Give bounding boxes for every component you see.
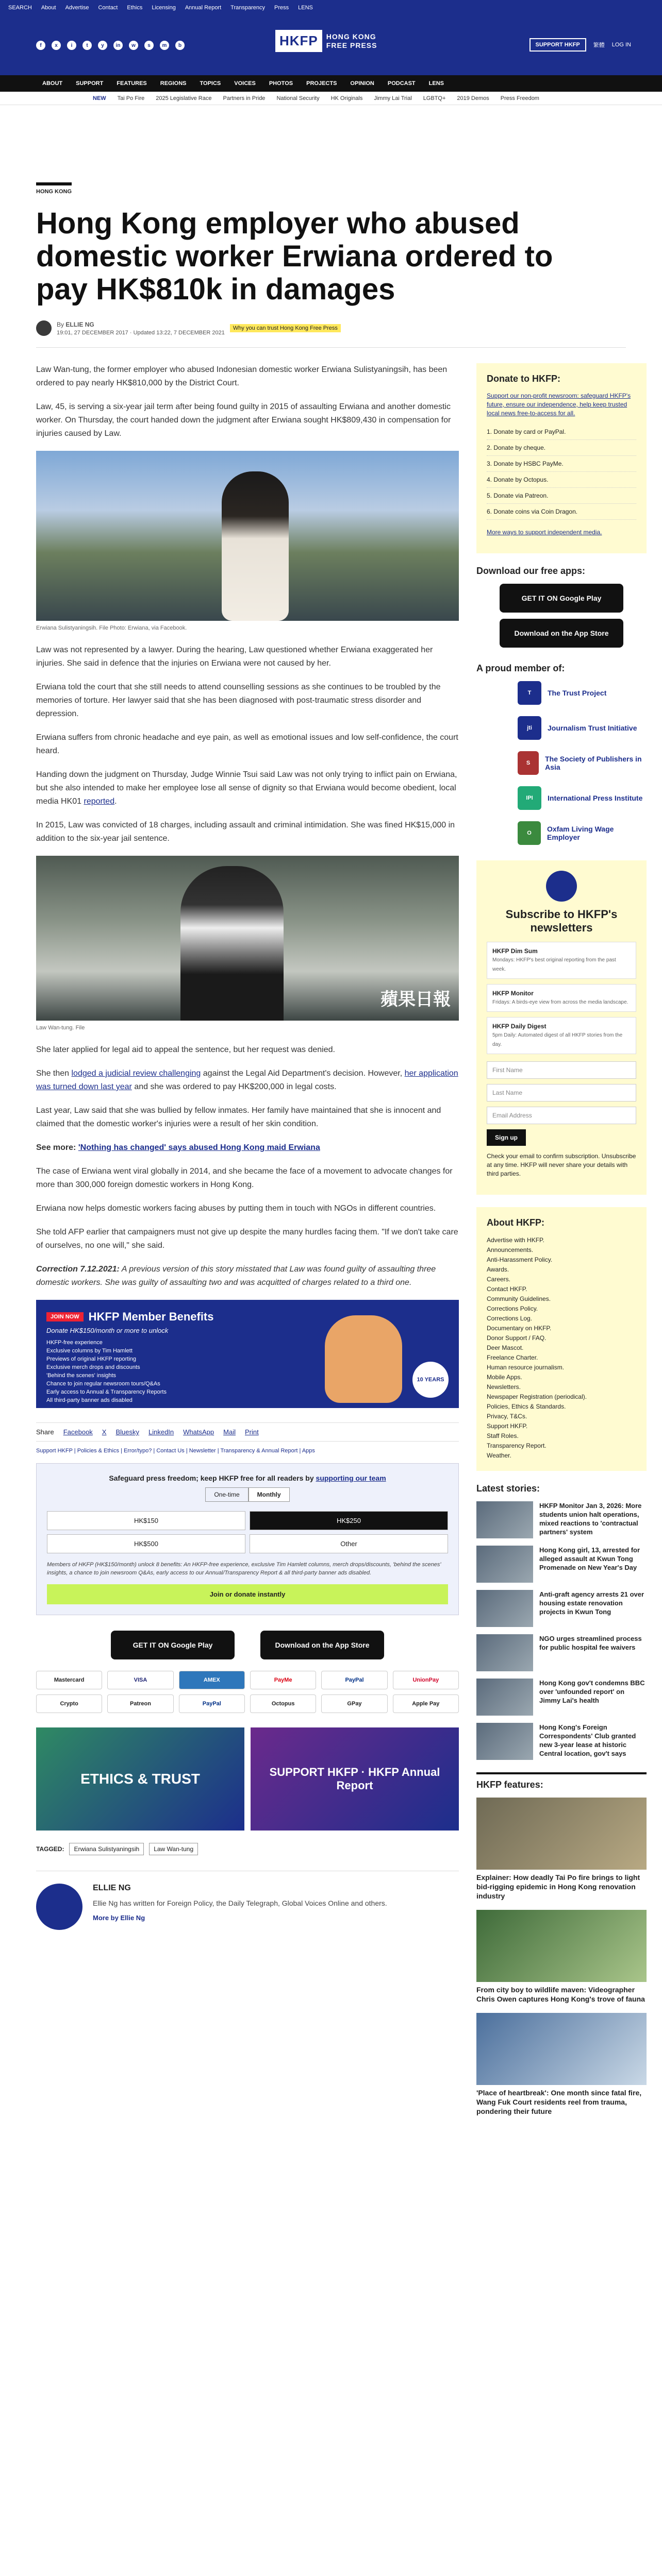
article-body [36, 363, 459, 2125]
paragraph: Erwiana suffers from chronic headache and eye pain, as well as emotional issues and low self-confidence, the court heard. [36, 733, 458, 755]
share-print[interactable]: Print [244, 1428, 259, 1436]
ticker-item[interactable]: Tai Po Fire [117, 95, 145, 101]
donate-sidebar-text[interactable]: Support our non-profit newsroom: safeguard HKFP's future, ensure our independence, help keep trusted local news free-to-access for all. [487, 392, 631, 417]
logo-mark: HKFP [275, 30, 322, 52]
feature-story[interactable]: Explainer: How deadly Tai Po fire brings to light bid-rigging epidemic in Hong Kong renovation industry [476, 1798, 647, 1901]
paragraph: Law Wan-tung, the former employer who abused Indonesian domestic worker Erwiana Sulistyaningsih, has been ordered to pay nearly HK$810,000 by the District Court. [36, 365, 448, 387]
octopus-icon[interactable]: Octopus [250, 1694, 316, 1713]
sopa-icon: S [518, 751, 539, 775]
topbar-contact[interactable]: Contact [98, 5, 118, 11]
nav-features[interactable]: FEATURES [117, 80, 147, 87]
share-facebook[interactable]: Facebook [63, 1428, 93, 1436]
header-actions [529, 38, 631, 52]
newsletter-title: Subscribe to HKFP's newsletters [505, 908, 618, 934]
app-store-badge[interactable]: Download on the App Store [260, 1631, 384, 1659]
story-thumbnail [476, 1723, 533, 1760]
author-name[interactable]: ELLIE NG [93, 1884, 131, 1892]
about-link[interactable]: Contact HKFP. [487, 1285, 527, 1293]
about-link[interactable]: Privacy, T&Cs. [487, 1413, 527, 1420]
topbar-lens[interactable]: LENS [298, 5, 313, 11]
app-badges [36, 1631, 459, 1659]
ticker-item[interactable]: 2025 Legislative Race [156, 95, 212, 101]
see-more: See more: 'Nothing has changed' says abused Hong Kong maid Erwiana [36, 1143, 320, 1152]
newsletter-option[interactable]: HKFP Monitor Fridays: A birds-eye view from across the media landscape. [487, 984, 636, 1012]
share-mail[interactable]: Mail [223, 1428, 236, 1436]
frequency-toggle [47, 1487, 448, 1502]
ticker-new-label: NEW [93, 95, 106, 101]
support-hkfp-button[interactable]: SUPPORT HKFP [529, 38, 586, 52]
about-link[interactable]: Weather. [487, 1452, 511, 1459]
paragraph: Last year, Law said that she was bullied by fellow inmates. Her family have maintained that she is innocent and claimed that the domestic worker's injuries were a result of her skin condition. [36, 1106, 441, 1128]
email-input[interactable]: Email Address [487, 1107, 636, 1124]
story-thumbnail [476, 1679, 533, 1716]
donate-widget [36, 1463, 459, 1615]
nav-topics[interactable]: TOPICS [200, 80, 221, 87]
ipi-membership[interactable]: IPI International Press Institute [518, 786, 647, 810]
logo-line-2: FREE PRESS [326, 41, 377, 49]
about-link[interactable]: Newspaper Registration (periodical). [487, 1393, 587, 1400]
about-link[interactable]: Awards. [487, 1266, 509, 1273]
ticker-item[interactable]: Jimmy Lai Trial [374, 95, 412, 101]
about-link[interactable]: Anti-Harassment Policy. [487, 1256, 553, 1263]
topbar-ethics[interactable]: Ethics [127, 5, 143, 11]
amount-500[interactable]: HK$500 [47, 1534, 245, 1553]
newsletter-option[interactable]: HKFP Daily Digest 5pm Daily: Automated digest of all HKFP stories from the day. [487, 1017, 636, 1054]
sidebar-heading: Donate to HKFP: [487, 374, 560, 384]
about-link[interactable]: Policies, Ethics & Standards. [487, 1403, 566, 1410]
author-box [36, 1871, 459, 1930]
topbar-about[interactable]: About [41, 5, 56, 11]
site-logo[interactable] [275, 30, 377, 52]
site-header [0, 15, 662, 75]
google-pay-icon[interactable]: GPay [321, 1694, 387, 1713]
latest-story[interactable]: Hong Kong girl, 13, arrested for alleged assault at Kwun Tong Promenade on New Year's Day [476, 1546, 647, 1583]
byline-author[interactable]: ELLIE NG [65, 320, 94, 328]
share-x[interactable]: X [102, 1428, 107, 1436]
story-thumbnail [476, 1634, 533, 1671]
about-link[interactable]: Transparency Report. [487, 1442, 547, 1449]
join-donate-button[interactable]: Join or donate instantly [47, 1584, 448, 1604]
latest-stories [476, 1501, 647, 1760]
threads-icon[interactable]: t [82, 41, 92, 50]
correction-note: Correction 7.12.2021: A previous version of this story misstated that Law was found guilty of assaulting three domestic workers. She was guilty of assaulting two and was acquitted of charges related to a third one. [36, 1265, 436, 1287]
crypto-icon[interactable]: Crypto [36, 1694, 102, 1713]
app-store-badge[interactable]: Download on the App Store [500, 619, 623, 648]
author-avatar-large [36, 1884, 82, 1930]
donate-heading: Safeguard press freedom; keep HKFP free for all readers by supporting our team [109, 1474, 386, 1482]
donate-method[interactable]: 2. Donate by cheque. [487, 440, 636, 456]
newsletter-logo [546, 871, 577, 902]
facebook-icon[interactable]: f [36, 41, 45, 50]
see-more-link[interactable]: 'Nothing has changed' says abused Hong Kong maid Erwiana [78, 1143, 320, 1152]
paragraph: Law was not represented by a lawyer. During the hearing, Law questioned whether Erwiana exaggerated her injuries. She said in defence that the injuries on Erwiana were not caused by her. [36, 646, 433, 668]
jti-membership[interactable]: jti Journalism Trust Initiative [518, 716, 647, 740]
article-footer-links[interactable]: Support HKFP | Policies & Ethics | Error/typo? | Contact Us | Newsletter | Transparency & Annual Report | Apps [36, 1448, 315, 1454]
photo-figure [180, 866, 284, 1021]
google-play-badge[interactable]: GET IT ON Google Play [500, 584, 623, 613]
law-wan-tung-photo [36, 856, 459, 1021]
ticker-item[interactable]: National Security [276, 95, 320, 101]
banner-title: HKFP Member Benefits [88, 1310, 214, 1323]
first-name-input[interactable]: First Name [487, 1061, 636, 1079]
x-icon[interactable]: x [52, 41, 61, 50]
donate-method[interactable]: 6. Donate coins via Coin Dragon. [487, 504, 636, 520]
about-link[interactable]: Corrections Log. [487, 1315, 533, 1322]
trust-project-icon: T [518, 681, 541, 705]
author-avatar [36, 320, 52, 336]
supporting-team-link[interactable]: supporting our team [316, 1474, 386, 1482]
sidebar [476, 363, 647, 2125]
share-bar [36, 1422, 459, 1442]
topbar-transparency[interactable]: Transparency [230, 5, 265, 11]
tags-label: TAGGED: [36, 1845, 64, 1853]
ticker-item[interactable]: 2019 Demos [457, 95, 489, 101]
photo-caption: Law Wan-tung. File [36, 1025, 85, 1031]
donate-methods [487, 424, 636, 520]
ethics-trust-promo[interactable]: ETHICS & TRUST [36, 1727, 244, 1831]
member-benefits-banner[interactable] [36, 1300, 459, 1408]
sidebar-app-badges [476, 584, 647, 648]
paragraph: Erwiana now helps domestic workers facing abuses by putting them in touch with NGOs in different countries. [36, 1204, 436, 1213]
share-bluesky[interactable]: Bluesky [115, 1428, 139, 1436]
judicial-review-link[interactable]: lodged a judicial review challenging [71, 1069, 201, 1078]
amount-other[interactable]: Other [250, 1534, 448, 1553]
one-time-option[interactable]: One-time [205, 1487, 248, 1502]
ipi-icon: IPI [518, 786, 541, 810]
top-utility-bar [0, 0, 662, 15]
youtube-icon[interactable]: y [98, 41, 107, 50]
feature-image [476, 1910, 647, 1982]
feature-image [476, 2013, 647, 2085]
topic-ticker [0, 92, 662, 105]
paragraph: Law, 45, is serving a six-year jail term after being found guilty in 2015 of assaulting Erwiana and another domestic worker. On Thursday, the court handed down the judgment after Erwiana sought HK$809,430 in compensation for injuries caused by Law. [36, 402, 451, 438]
unionpay-icon[interactable]: UnionPay [393, 1671, 459, 1689]
about-link[interactable]: Staff Roles. [487, 1432, 519, 1439]
about-link[interactable]: Advertise with HKFP. [487, 1236, 544, 1244]
whatsapp-icon[interactable]: w [129, 41, 138, 50]
feature-story[interactable]: 'Place of heartbreak': One month since fatal fire, Wang Fuk Court residents reel from trauma, pondering their future [476, 2013, 647, 2116]
erwiana-photo [36, 451, 459, 621]
amount-250[interactable]: HK$250 [250, 1511, 448, 1530]
newsletter-box [476, 860, 647, 1195]
donate-method[interactable]: 5. Donate via Patreon. [487, 488, 636, 504]
amount-150[interactable]: HK$150 [47, 1511, 245, 1530]
ticker-item[interactable]: Partners in Pride [223, 95, 266, 101]
signup-button[interactable]: Sign up [487, 1129, 526, 1146]
logo-wordmark [326, 32, 377, 50]
amex-icon[interactable]: AMEX [179, 1671, 245, 1689]
banner-subtitle: Donate HK$150/month or more to unlock [46, 1327, 169, 1334]
share-whatsapp[interactable]: WhatsApp [183, 1428, 214, 1436]
hk01-link[interactable]: reported [84, 797, 115, 806]
byline [36, 320, 626, 348]
login-link[interactable]: LOG IN [611, 42, 631, 48]
nav-lens[interactable]: LENS [428, 80, 444, 87]
logo-line-1: HONG KONG [326, 32, 376, 41]
latest-story[interactable]: HKFP Monitor Jan 3, 2026: More students union halt operations, mixed reactions to 'contractual partners' system [476, 1501, 647, 1538]
article-tags [36, 1843, 459, 1855]
more-by-author-link[interactable]: More by Ellie Ng [93, 1914, 145, 1922]
instagram-icon[interactable]: i [67, 41, 76, 50]
sidebar-heading: A proud member of: [476, 663, 565, 673]
oxfam-membership[interactable]: O Oxfam Living Wage Employer [518, 821, 647, 845]
author-bio: Ellie Ng has written for Foreign Policy, the Daily Telegraph, Global Voices Online and others. [93, 1899, 387, 1907]
sidebar-heading: Download our free apps: [476, 566, 586, 576]
topbar-advertise[interactable]: Advertise [65, 5, 89, 11]
patreon-icon[interactable]: Patreon [107, 1694, 173, 1713]
social-links [36, 41, 185, 50]
nav-voices[interactable]: VOICES [234, 80, 256, 87]
paragraph: In 2015, Law was convicted of 18 charges, including assault and criminal intimidation. She was fined HK$15,000 in addition to the six-year jail sentence. [36, 821, 455, 843]
donate-sidebar-box [476, 363, 647, 553]
mastodon-icon[interactable]: m [160, 41, 169, 50]
trust-badge[interactable]: Why you can trust Hong Kong Free Press [230, 324, 341, 332]
payment-methods [36, 1671, 459, 1713]
google-play-badge[interactable]: GET IT ON Google Play [111, 1631, 235, 1659]
more-ways-link[interactable]: More ways to support independent media. [487, 529, 602, 536]
about-link[interactable]: Donor Support / FAQ. [487, 1334, 547, 1342]
monthly-option[interactable]: Monthly [249, 1487, 290, 1502]
newsletter-option[interactable]: HKFP Dim Sum Mondays: HKFP's best original reporting from the past week. [487, 942, 636, 979]
byline-by: By [57, 320, 64, 328]
feature-story[interactable]: From city boy to wildlife maven: Videographer Chris Owen captures Hong Kong's trove of fauna [476, 1910, 647, 2004]
donate-method[interactable]: 4. Donate by Octopus. [487, 472, 636, 488]
annual-report-promo[interactable]: SUPPORT HKFP · HKFP Annual Report [251, 1727, 459, 1831]
ticker-item[interactable]: Press Freedom [500, 95, 539, 101]
sidebar-heading: Latest stories: [476, 1483, 540, 1494]
story-thumbnail [476, 1546, 533, 1583]
topbar-annual-report[interactable]: Annual Report [185, 5, 222, 11]
memberships [476, 681, 647, 845]
about-link[interactable]: Freelance Charter. [487, 1354, 538, 1361]
paypal-icon[interactable]: PayPal [179, 1694, 245, 1713]
story-thumbnail [476, 1590, 533, 1627]
latest-story[interactable]: Hong Kong's Foreign Correspondents' Club granted new 3-year lease at historic Central location, gov't says [476, 1723, 647, 1760]
paragraph: She later applied for legal aid to appeal the sentence, but her request was denied. [36, 1045, 335, 1054]
newsletter-note: Check your email to confirm subscription. Unsubscribe at any time. HKFP will never share your details with third parties. [487, 1153, 636, 1177]
topbar-search[interactable]: SEARCH [8, 5, 32, 11]
paragraph: Handing down the judgment on Thursday, Judge Winnie Tsui said Law was not only trying to inflict pain on Erwiana, but she also intended to make her employee lose all sense of dignity so that Erwiana would become obedient, local media HK01 reported. [36, 770, 457, 806]
join-now-badge[interactable]: JOIN NOW [46, 1312, 84, 1321]
portrait-figure [222, 471, 289, 621]
nav-podcast[interactable]: PODCAST [387, 80, 416, 87]
paypal-icon[interactable]: PayPal [321, 1671, 387, 1689]
about-link[interactable]: Mobile Apps. [487, 1374, 522, 1381]
topbar-press[interactable]: Press [274, 5, 289, 11]
byline-dates: 19:01, 27 DECEMBER 2017 · Updated 13:22, 7 DECEMBER 2021 [57, 329, 225, 336]
promo-tiles [36, 1727, 459, 1831]
article-title: Hong Kong employer who abused domestic worker Erwiana ordered to pay HK$810k in damages [36, 207, 553, 306]
features-list [476, 1798, 647, 2116]
photo-caption: Erwiana Sulistyaningsih. File Photo: Erwiana, via Facebook. [36, 625, 187, 631]
nav-support[interactable]: SUPPORT [76, 80, 104, 87]
mastercard-icon[interactable]: Mastercard [36, 1671, 102, 1689]
sopa-membership[interactable]: S The Society of Publishers in Asia [518, 751, 647, 775]
donate-method[interactable]: 1. Donate by card or PayPal. [487, 424, 636, 440]
about-link[interactable]: Careers. [487, 1276, 511, 1283]
donate-method[interactable]: 3. Donate by HSBC PayMe. [487, 456, 636, 472]
signal-icon[interactable]: s [144, 41, 154, 50]
about-links [487, 1235, 636, 1461]
about-link[interactable]: Human resource journalism. [487, 1364, 565, 1371]
ticker-item[interactable]: LGBTQ+ [423, 95, 446, 101]
apple-pay-icon[interactable]: Apple Pay [393, 1694, 459, 1713]
ticker-item[interactable]: HK Originals [330, 95, 363, 101]
about-link[interactable]: Corrections Policy. [487, 1305, 538, 1312]
nav-projects[interactable]: PROJECTS [306, 80, 337, 87]
deer-mascot [325, 1315, 402, 1403]
sidebar-heading: About HKFP: [487, 1217, 544, 1228]
tag-erwiana[interactable]: Erwiana Sulistyaningsih [69, 1843, 144, 1855]
trust-project-membership[interactable]: T The Trust Project [518, 681, 647, 705]
paragraph: She told AFP earlier that campaigners must not give up despite the many hurdles facing them. "If we don't take care of ourselves, no one will," she said. [36, 1228, 458, 1250]
nav-regions[interactable]: REGIONS [160, 80, 187, 87]
about-link[interactable]: Announcements. [487, 1246, 534, 1253]
ten-years-badge: 10 YEARS [412, 1362, 449, 1398]
paragraph: The case of Erwiana went viral globally in 2014, and she became the face of a movement to advocate changes for more than 300,000 foreign domestic workers in Hong Kong. [36, 1167, 453, 1189]
nav-photos[interactable]: PHOTOS [269, 80, 293, 87]
nav-opinion[interactable]: OPINION [350, 80, 374, 87]
perks-list: HKFP-free experience Exclusive columns by Tim Hamlett Previews of original HKFP reporting Exclusive merch drops and discounts 'Behind the scenes' insights Chance to join regular newsroom tours/Q&As Early access to Annual & Transparency Reports All third-party banner ads disabled [46, 1340, 167, 1403]
article-category[interactable]: HONG KONG [36, 182, 72, 195]
share-label: Share [36, 1428, 54, 1436]
topbar-licensing[interactable]: Licensing [152, 5, 176, 11]
photo-watermark: 蘋果日報 [380, 989, 451, 1010]
sidebar-heading: HKFP features: [476, 1772, 647, 1790]
latest-story[interactable]: Anti-graft agency arrests 21 over housing estate renovation projects in Kwun Tong [476, 1590, 647, 1627]
about-link[interactable]: Newsletters. [487, 1383, 521, 1391]
feature-image [476, 1798, 647, 1870]
visa-icon[interactable]: VISA [107, 1671, 173, 1689]
about-link[interactable]: Documentary on HKFP. [487, 1325, 552, 1332]
oxfam-icon: O [518, 821, 541, 845]
tag-law-wan-tung[interactable]: Law Wan-tung [149, 1843, 198, 1855]
story-thumbnail [476, 1501, 533, 1538]
paragraph: Erwiana told the court that she still needs to attend counselling sessions as she continues to be troubled by the memories of torture. Her lawyer said that she has been diagnosed with post-traumatic stress disorder and depression. [36, 683, 441, 718]
bluesky-icon[interactable]: b [175, 41, 185, 50]
last-name-input[interactable]: Last Name [487, 1084, 636, 1101]
latest-story[interactable]: NGO urges streamlined process for public hospital fee waivers [476, 1634, 647, 1671]
nav-about[interactable]: ABOUT [42, 80, 63, 87]
about-link[interactable]: Deer Mascot. [487, 1344, 524, 1351]
paragraph: She then lodged a judicial review challenging against the Legal Aid Department's decision. However, her application was turned down last year and she was ordered to pay HK$200,000 in legal costs. [36, 1069, 458, 1091]
about-box [476, 1207, 647, 1471]
about-link[interactable]: Community Guidelines. [487, 1295, 551, 1302]
payme-icon[interactable]: PayMe [250, 1671, 316, 1689]
jti-icon: jti [518, 716, 541, 740]
latest-story[interactable]: Hong Kong gov't condemns BBC over 'unfounded report' on Jimmy Lai's health [476, 1679, 647, 1716]
amount-options [47, 1511, 448, 1553]
donate-note: Members of HKFP (HK$150/month) unlock 8 benefits: An HKFP-free experience, exclusive Tim Hamlett columns, merch drops/discounts, 'behind the scenes' insights, a chance to join newsroom Q&As, early access to our Annual/Transparency Report & all third-party banner ads disabled. [47, 1562, 441, 1576]
language-switch[interactable]: 繁體 [593, 42, 605, 48]
application-turned-down-link[interactable]: her application was turned down last year [36, 1069, 458, 1091]
main-nav [0, 75, 662, 92]
share-linkedin[interactable]: LinkedIn [148, 1428, 174, 1436]
about-link[interactable]: Support HKFP. [487, 1422, 528, 1430]
linkedin-icon[interactable]: in [113, 41, 123, 50]
